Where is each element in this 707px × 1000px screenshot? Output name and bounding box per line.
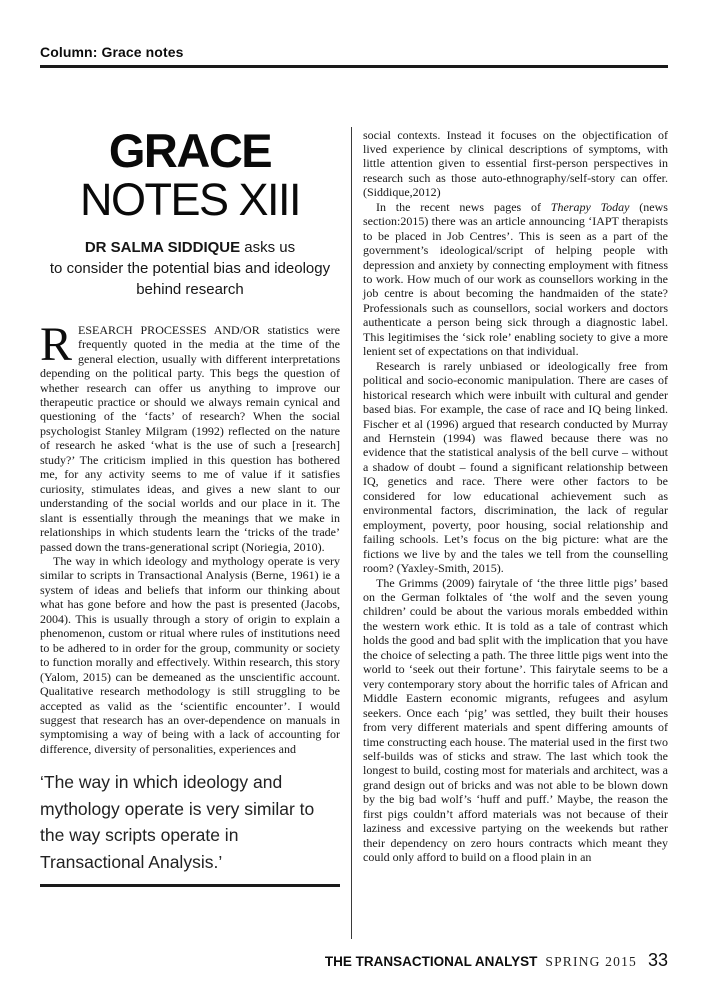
page-footer <box>40 950 668 971</box>
paragraph <box>363 200 668 359</box>
column-kicker: Column: Grace notes <box>40 44 184 60</box>
standfirst <box>40 237 340 300</box>
pull-quote: ‘The way in which ideology and mythology operate is very similar to the way scripts operate in Transactional Analysis.’ <box>40 772 315 872</box>
issue-label: SPRING 2015 <box>545 953 637 969</box>
author-name: DR SALMA SIDDIQUE <box>84 238 241 256</box>
article-title <box>40 123 340 226</box>
paragraph: The way in which ideology and mythology operate is very similar to scripts in Transactional Analysis (Berne, 1961) ie a system of ideas and beliefs that inform our thinking about what has gone before and how the past is presented (Jacobs, 2004). This is usually through a story of origin to explain a phenomenon, custom or ritual where rules of institutions need to be adhered to in order for the group, community or society to function morally and effectively. Within research, this story (Yalom, 2015) can be demeaned as the unscientific account. Qualitative research methodology is still struggling to be accepted as valid as the ‘scientific encounter’. I would suggest that research has an over-dependence on manuals in symptomising a way of being with a lack of accounting for difference, diversity of personalities, experiences and <box>40 554 340 756</box>
left-column <box>40 125 340 939</box>
left-column-body <box>40 317 340 757</box>
right-column <box>363 125 668 939</box>
column-divider-rule <box>351 127 352 939</box>
paragraph <box>40 317 340 554</box>
magazine-title: THE TRANSACTIONAL ANALYST <box>324 953 538 969</box>
paragraph: Research is rarely unbiased or ideologically free from political and socio-economic manipulation. There are cases of historical research which were inbuilt with cultural and gender based bias. For example, the case of race and IQ being linked. Fischer et al (1996) argued that research conducted by Murray and Hernstein (1994) was flawed because there was no evidence that the statistical analysis of the bell curve – without a shadow of doubt – found a significant relationship between IQ, genetics and race. There were other factors to be considered for low educational achievement such as environmental factors, discrimination, the lack of regular employment, poverty, poor housing, social relationship and failing schools. Let’s focus on the big picture: what are the fictions we live by and the tales we tell from the counselling room? (Yaxley-Smith, 2015). <box>363 358 668 576</box>
standfirst-author-rest: asks us <box>240 238 296 256</box>
header-rule <box>40 65 668 68</box>
paragraph-text: ESEARCH PROCESSES AND/OR statistics were frequently quoted in the media at the time of the general election, usually with different interpretations depending on the political party. This begs the question of whether research can offer us anything to improve our therapeutic practice or should we always remain cynical and questioning of the ‘facts’ of research? When the social psychologist Stanley Milgram (1992) reflected on the nature of research he asked ‘what is the use of such a [research] study?’ The criticism implied in this question has bothered me, for any activity seems to me of value if it satisfies curiosity, stimulates ideas, and gives a new slant to our understanding of the social worlds and our place in it. The slant is essentially through the meanings that we make in relationships in which students learn the ‘tricks of the trade’ passed down the trans-generational script (Noriegia, 2010). <box>40 322 340 554</box>
paragraph: The Grimms (2009) fairytale of ‘the three little pigs’ based on the German folktales of ‘the wolf and the seven young children’ could be about the various morals embedded within the western work ethic. It is told as a tale of contrast which holds the good and bad split with the implication that you have the choice of selecting a path. The three little pigs went into the world to ‘seek out their fortune’. This fairytale seems to be a very contemporary story about the horrific tales of African and Middle Eastern economic migrants, refugees and asylum seekers. Once each ‘pig’ was settled, they built their houses from very different materials and spent differing amounts of time constructing each house. The material used in the first two self-builds was of sticks and straw. The last which took the longest to build, costing most for materials and architect, was a grand design out of bricks and was not able to be blown down by the big bad wolf’s ‘huff and puff.’ Maybe, the reason the first pigs couldn’t afford materials was not because of their laziness and excessive partying on the weekends but rather their dependency on zero hours contracts which meant they could only afford to build on a flood plain in an <box>363 575 668 865</box>
page-content <box>40 0 668 971</box>
standfirst-line2: to consider the potential bias and ideology <box>49 259 331 277</box>
standfirst-line3: behind research <box>136 280 244 298</box>
paragraph: social contexts. Instead it focuses on the objectification of lived experience by clinical descriptions of symptoms, with little attention given to essential first-person perspectives in research such as those auto-ethnography/self-story can offer. (Siddique,2012) <box>363 127 668 200</box>
page-number: 33 <box>647 949 668 970</box>
article-title-line1: GRACE <box>108 123 272 177</box>
paragraph-text: (news section:2015) there was an article announcing ‘IAPT therapists to be placed in Job Centres’. This is seen as a part of the government’s ideological/script of helping people with depression and anxiety by connecting employment with fitness to work. How much of our work as counsellors working in the job centre is about becoming the handmaiden of the state? Professionals such as counsellors, social workers and doctors authenticate a person being sick through a diagnostic label. This legitimises the ‘sick role’ enabling society to give a more lenient set of expectations on that individual. <box>363 199 668 359</box>
left-column-bottom-rule <box>40 884 340 887</box>
standfirst-line1 <box>40 237 340 258</box>
paragraph-text: In the recent news pages of <box>376 199 551 214</box>
drop-cap: R <box>40 317 73 371</box>
two-column-layout <box>40 125 668 939</box>
journal-title-italic: Therapy Today <box>550 199 630 214</box>
article-title-line2: NOTES XIII <box>79 174 301 226</box>
